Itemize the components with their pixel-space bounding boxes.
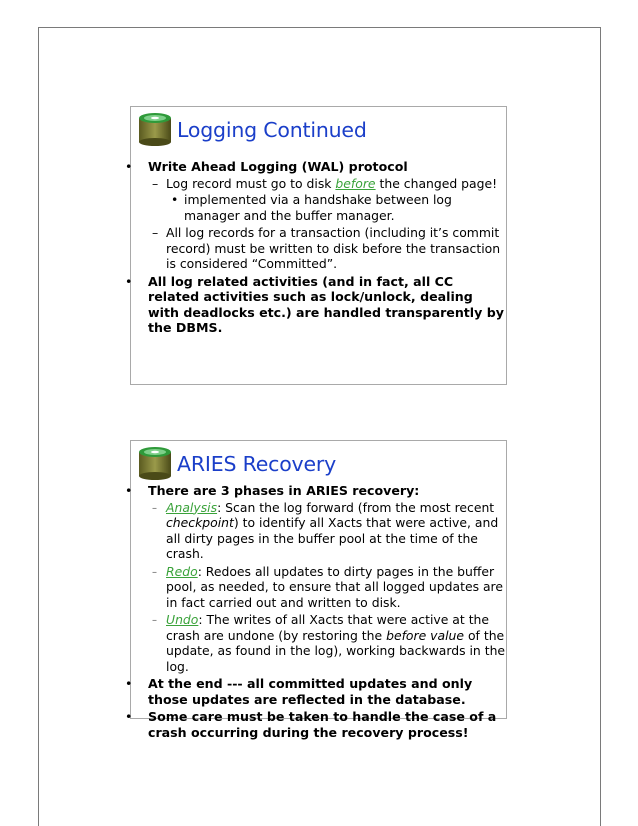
en-dash: –	[152, 566, 157, 578]
sub-sub-bullet-handshake: • implemented via a handshake between log manager and the buffer manager.	[171, 192, 452, 223]
emphasis-before-value: before value	[386, 627, 465, 643]
emphasis-undo: Undo	[166, 612, 199, 627]
en-dash: –	[152, 225, 159, 240]
sub-bullet-log-record: – Log record must go to disk before the changed page!	[152, 175, 498, 191]
slide-aries-recovery	[125, 440, 507, 740]
emphasis-redo: Redo	[166, 563, 198, 579]
bullet-dot: •	[125, 159, 133, 174]
slide-title: ARIES Recovery	[177, 452, 337, 476]
bullet-three-phases: • There are 3 phases in ARIES recovery:	[125, 483, 420, 498]
sub-bullet-redo: – Redo: Redoes all updates to dirty pages in the buffer pool, as needed, to ensure that all logged updates are in fact carried out and written to disk.	[152, 563, 503, 610]
emphasis-before: before	[335, 175, 376, 191]
slide-content	[125, 158, 508, 336]
slide-title: Logging Continued	[177, 118, 367, 142]
en-dash: –	[152, 502, 157, 514]
slide-content	[125, 482, 508, 740]
en-dash: –	[152, 175, 159, 191]
sub-bullet-commit-record: – All log records for a transaction (including it’s commit record) must be written to disk before the transaction is considered “Committed”.	[152, 225, 501, 271]
bullet-crash-during-recovery: • Some care must be taken to handle the case of a crash occurring during the recovery process!	[125, 709, 497, 740]
bullet-dot: •	[125, 273, 133, 289]
bullet-wal: • Write Ahead Logging (WAL) protocol	[125, 159, 408, 174]
en-dash: –	[152, 615, 157, 626]
emphasis-analysis: Analysis	[166, 499, 218, 515]
sub-bullet-analysis: – Analysis: Scan the log forward (from the most recent checkpoint) to identify all Xacts that were active, and all dirty pages in the buffer pool at the time of the crash.	[152, 499, 499, 561]
slide-logging-continued	[125, 106, 507, 385]
bullet-cc-activities: • All log related activities (and in fact, all CC related activities such as lock/unlock, dealing with deadlocks etc.) are handled transparently by the DBMS.	[125, 273, 504, 335]
disk-cylinder-icon	[136, 445, 174, 481]
bullet-dot: •	[125, 483, 133, 498]
bullet-at-the-end: • At the end --- all committed updates and only those updates are reflected in the database.	[125, 676, 473, 707]
bullet-dot: •	[125, 709, 133, 724]
bullet-dot: •	[125, 676, 133, 691]
disk-cylinder-icon	[136, 111, 174, 147]
sub-bullet-undo: – Undo: The writes of all Xacts that were active at the crash are undone (by restoring the before value of the update, as found in the log), working backwards in the log.	[152, 612, 506, 674]
bullet-dot: •	[171, 192, 179, 207]
emphasis-checkpoint: checkpoint	[166, 515, 234, 530]
